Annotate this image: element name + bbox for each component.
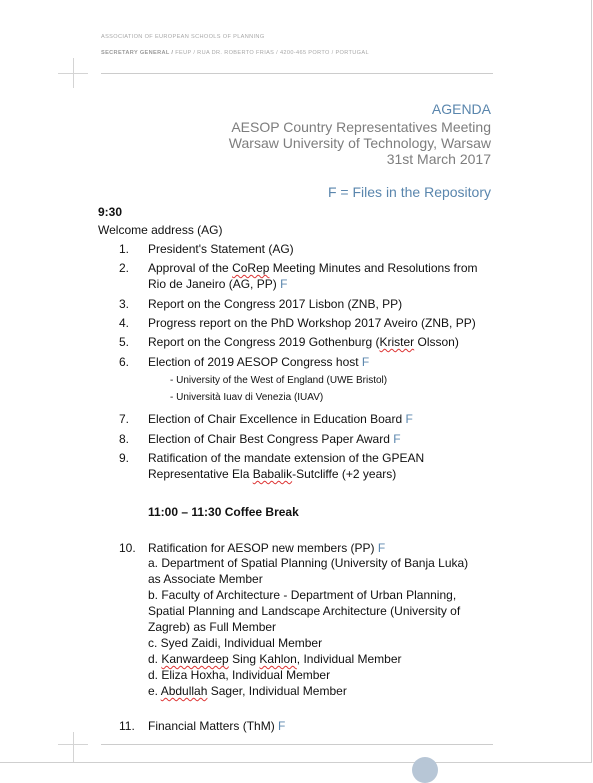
spell-flagged-word: CoRep — [232, 261, 270, 275]
agenda-heading: AGENDA — [431, 101, 491, 117]
file-marker[interactable]: F — [361, 355, 370, 369]
agenda-item-presidents-statement: President's Statement (AG) — [148, 242, 294, 256]
spell-flagged-word: Krister — [379, 335, 415, 349]
member-line: c. Syed Zaidi, Individual Member — [148, 636, 323, 650]
item-text: -Sutcliffe (+2 years) — [292, 467, 397, 481]
agenda-item-gpean-ratification — [148, 450, 424, 482]
item-text: Election of 2019 AESOP Congress host — [148, 355, 362, 369]
coffee-break: 11:00 – 11:30 Coffee Break — [148, 505, 299, 519]
letterhead-line-2 — [101, 50, 369, 56]
letterhead-address: FEUP / RUA DR. ROBERTO FRIAS / 4200-465 PORTO / PORTUGAL — [173, 50, 369, 56]
item-text: Approval of the — [148, 261, 233, 275]
footer-rule — [101, 744, 493, 745]
item-text: Rio de Janeiro (AG, PP) — [148, 277, 281, 291]
item-number: 6. — [119, 355, 130, 369]
spell-flagged-word: Abdullah — [160, 684, 208, 698]
item-number: 11. — [119, 719, 135, 733]
item-number: 7. — [119, 412, 130, 426]
meeting-venue: Warsaw University of Technology, Warsaw — [228, 135, 491, 151]
agenda-item-chair-education — [148, 411, 413, 427]
item-text: Election of Chair Excellence in Education Board — [148, 412, 406, 426]
meeting-title: AESOP Country Representatives Meeting — [231, 119, 491, 135]
file-marker[interactable]: F — [377, 541, 386, 555]
letterhead-secretary: SECRETARY GENERAL / — [101, 50, 174, 56]
file-marker[interactable]: F — [393, 432, 401, 446]
item-number: 5. — [119, 335, 130, 349]
item-number: 10. — [119, 541, 136, 555]
item-text: Representative Ela — [148, 467, 253, 481]
spell-flagged-word: Kahlon — [259, 652, 297, 666]
agenda-item-congress-2017: Report on the Congress 2017 Lisbon (ZNB, PP) — [148, 297, 403, 311]
item-text: Financial Matters (ThM) — [148, 719, 279, 733]
member-line: d. Eliza Hoxha, Individual Member — [148, 668, 331, 682]
item-number: 9. — [119, 451, 130, 465]
agenda-item-congress-2019 — [148, 334, 459, 350]
candidate-uwe: - University of the West of England (UWE Bristol) — [170, 375, 388, 386]
welcome-address: Welcome address (AG) — [98, 223, 223, 237]
item-number: 2. — [119, 261, 130, 275]
item-text: Meeting Minutes and Resolutions from — [269, 261, 478, 275]
agenda-item-minutes-approval — [148, 260, 478, 292]
file-marker[interactable]: F — [280, 277, 288, 291]
member-line: e. — [148, 684, 161, 698]
agenda-item-financial-matters — [148, 718, 285, 734]
item-text: Election of Chair Best Congress Paper Award — [148, 432, 394, 446]
agenda-item-new-members — [148, 540, 385, 556]
crop-mark-bottom-v — [73, 732, 74, 762]
agenda-item-chair-paper-award — [148, 431, 401, 447]
member-line: as Associate Member — [148, 572, 263, 586]
item-text: Ratification of the mandate extension of the GPEAN — [148, 451, 425, 465]
member-line: b. Faculty of Architecture - Department of Urban Planning, — [148, 588, 457, 602]
item-number: 3. — [119, 297, 130, 311]
scroll-indicator[interactable] — [412, 757, 438, 783]
file-marker[interactable]: F — [405, 412, 413, 426]
item-number: 1. — [119, 242, 130, 256]
spell-flagged-word: Kanwardeep — [161, 652, 229, 666]
letterhead-line-1: ASSOCIATION OF EUROPEAN SCHOOLS OF PLANNING — [101, 34, 265, 40]
crop-mark-top-v — [73, 58, 74, 88]
item-text: Olsson) — [414, 335, 459, 349]
agenda-item-phd-workshop: Progress report on the PhD Workshop 2017 Aveiro (ZNB, PP) — [148, 316, 476, 330]
new-members-list — [148, 555, 468, 699]
candidate-iuav: - Università Iuav di Venezia (IUAV) — [170, 392, 324, 403]
member-line: Zagreb) as Full Member — [148, 620, 277, 634]
item-text: Report on the Congress 2019 Gothenburg ( — [148, 335, 380, 349]
member-line: d. — [148, 652, 162, 666]
member-line: Sing — [228, 652, 260, 666]
member-line: Sager, Individual Member — [207, 684, 347, 698]
agenda-item-congress-host — [148, 354, 369, 370]
file-marker[interactable]: F — [278, 719, 286, 733]
start-time: 9:30 — [98, 205, 123, 219]
header-rule — [101, 73, 493, 74]
item-number: 4. — [119, 316, 130, 330]
member-line: a. Department of Spatial Planning (University of Banja Luka) — [148, 556, 469, 570]
files-legend: F = Files in the Repository — [327, 184, 491, 200]
meeting-date: 31st March 2017 — [386, 151, 491, 167]
item-text: Ratification for AESOP new members (PP) — [148, 541, 378, 555]
item-number: 8. — [119, 432, 130, 446]
member-line: , Individual Member — [296, 652, 402, 666]
member-line: Spatial Planning and Landscape Architecture (University of — [148, 604, 461, 618]
spell-flagged-word: Babalik — [252, 467, 293, 481]
